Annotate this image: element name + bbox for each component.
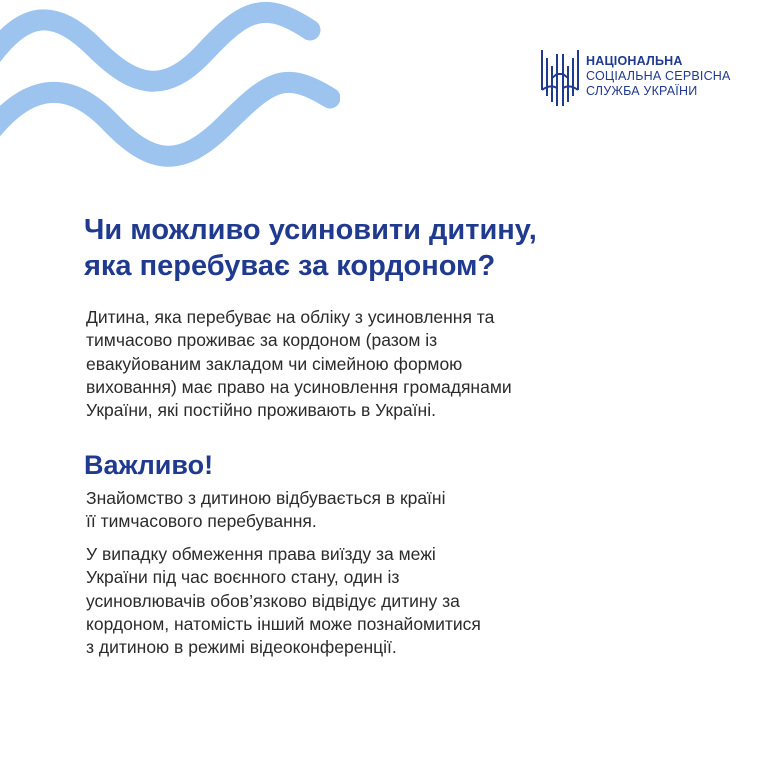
intro-paragraph — [86, 306, 512, 422]
decorative-waves — [0, 0, 340, 190]
restriction-line: усиновлювачів обов’язково відвідує дитину за — [86, 590, 460, 611]
restriction-line: з дитиною в режимі відеоконференції. — [86, 637, 397, 658]
acquaintance-line: її тимчасового перебування. — [86, 511, 317, 532]
title-line-2: яка перебуває за кордоном? — [84, 250, 496, 282]
logo-line-3: СЛУЖБА УКРАЇНИ — [586, 83, 698, 98]
restriction-paragraph — [86, 543, 481, 659]
trident-emblem-icon — [538, 44, 582, 108]
title-line-1: Чи можливо усиновити дитину, — [84, 214, 537, 246]
logo-text — [586, 54, 731, 99]
important-heading: Важливо! — [84, 450, 214, 480]
intro-line: Дитина, яка перебуває на обліку з усиновлення та — [86, 307, 495, 327]
wave-bottom — [0, 82, 330, 156]
restriction-line: України під час воєнного стану, один із — [86, 567, 400, 588]
nssu-logo — [538, 44, 731, 108]
restriction-line: кордоном, натомість інший може познайомитися — [86, 613, 481, 634]
intro-line: виховання) має право на усиновлення громадянами — [86, 376, 512, 397]
restriction-line: У випадку обмеження права виїзду за межі — [86, 544, 436, 564]
acquaintance-line: Знайомство з дитиною відбувається в країні — [86, 488, 446, 508]
intro-line: евакуйованим закладом чи сімейною формою — [86, 353, 463, 374]
intro-line: тимчасово проживає за кордоном (разом із — [86, 330, 438, 351]
logo-line-2: СОЦІАЛЬНА СЕРВІСНА — [586, 68, 731, 83]
wave-top — [0, 12, 310, 81]
acquaintance-paragraph — [86, 487, 445, 534]
logo-line-1: НАЦІОНАЛЬНА — [586, 53, 683, 68]
page-title — [84, 212, 537, 284]
intro-line: України, які постійно проживають в Україні. — [86, 400, 436, 421]
